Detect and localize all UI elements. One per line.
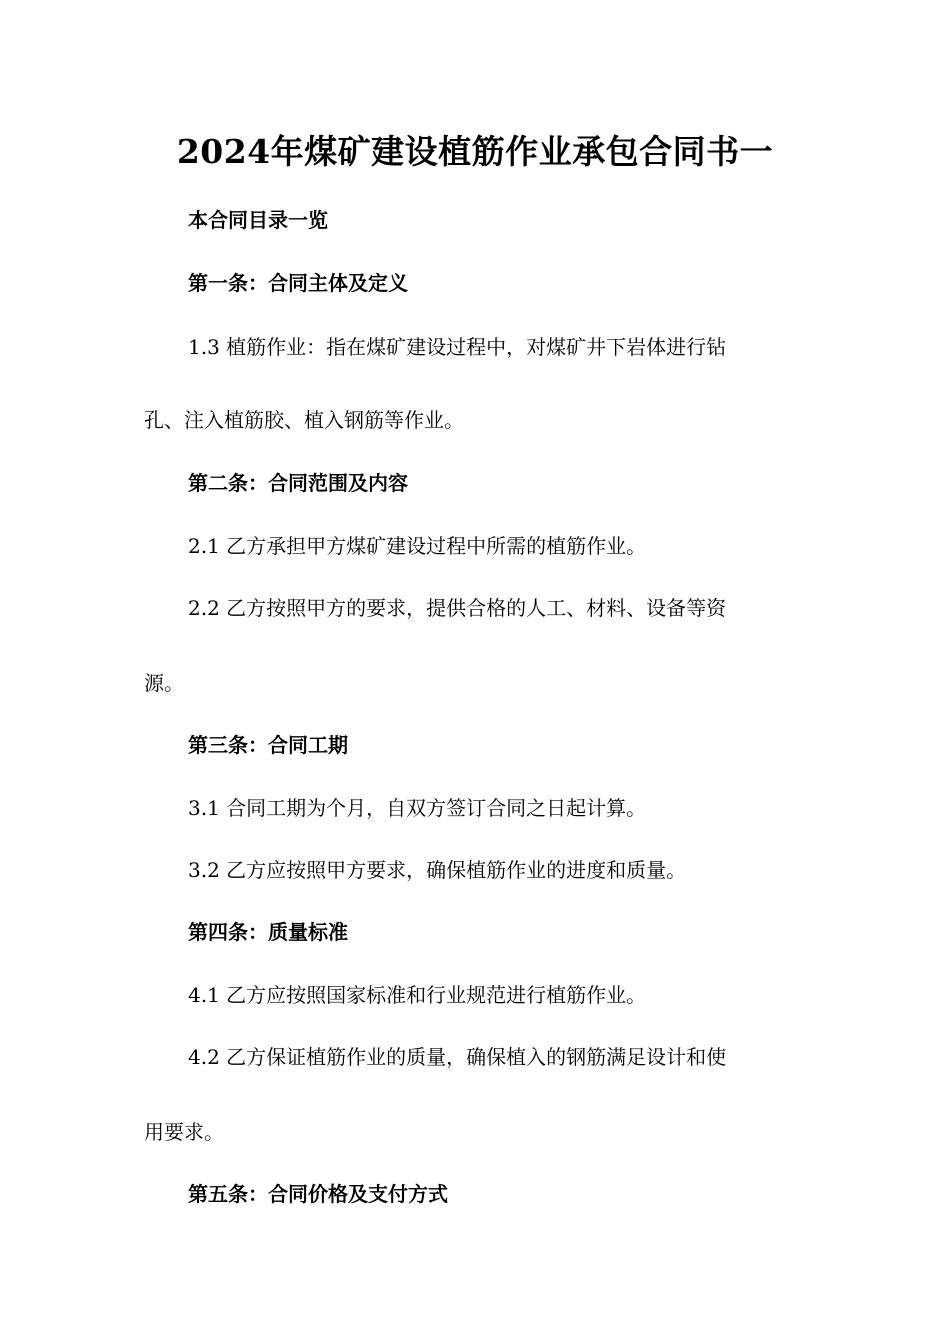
clause-2-2-continued: 源。 (144, 671, 184, 695)
section-heading-4: 第四条：质量标准 (188, 920, 348, 944)
clause-2-1: 2.1 乙方承担甲方煤矿建设过程中所需的植筋作业。 (188, 534, 647, 558)
section-heading-1: 第一条：合同主体及定义 (188, 271, 408, 295)
section-heading-3: 第三条：合同工期 (188, 733, 348, 757)
clause-2-2: 2.2 乙方按照甲方的要求，提供合格的人工、材料、设备等资 (188, 596, 727, 620)
clause-4-1: 4.1 乙方应按照国家标准和行业规范进行植筋作业。 (188, 983, 647, 1007)
document-title: 2024年煤矿建设植筋作业承包合同书一 (176, 132, 774, 171)
clause-3-2: 3.2 乙方应按照甲方要求，确保植筋作业的进度和质量。 (188, 858, 687, 882)
section-heading-2: 第二条：合同范围及内容 (188, 471, 408, 495)
section-heading-5: 第五条：合同价格及支付方式 (188, 1182, 448, 1206)
clause-3-1: 3.1 合同工期为个月，自双方签订合同之日起计算。 (188, 796, 647, 820)
toc-heading: 本合同目录一览 (188, 208, 328, 232)
clause-4-2: 4.2 乙方保证植筋作业的质量，确保植入的钢筋满足设计和使 (188, 1045, 727, 1069)
clause-1-3: 1.3 植筋作业：指在煤矿建设过程中，对煤矿井下岩体进行钻 (188, 335, 727, 359)
clause-4-2-continued: 用要求。 (144, 1120, 224, 1144)
clause-1-3-continued: 孔、注入植筋胶、植入钢筋等作业。 (144, 408, 464, 432)
